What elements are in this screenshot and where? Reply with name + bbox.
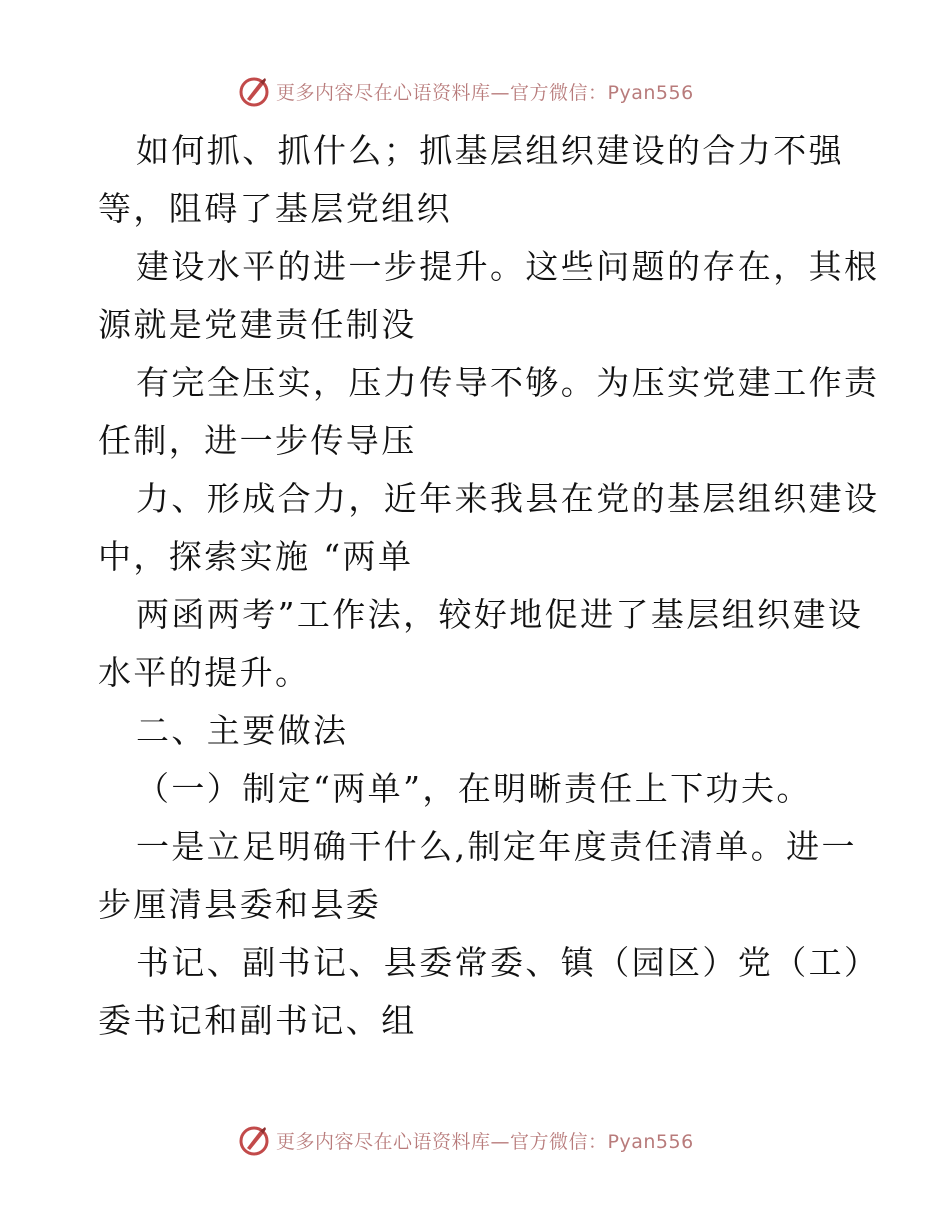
text-line: 等，阻碍了基层党组织 <box>98 189 452 228</box>
document-body <box>98 122 880 1050</box>
text-line: 两函两考”工作法，较好地促进了基层组织建设 <box>136 595 864 634</box>
quill-seal-icon <box>238 1124 270 1156</box>
section-heading: 二、主要做法 <box>136 711 349 750</box>
header-banner[interactable] <box>238 74 694 108</box>
footer-banner-text: 更多内容尽在心语资料库—官方微信：Pyan556 <box>276 1130 694 1153</box>
quill-seal-icon <box>238 75 270 107</box>
footer-banner[interactable] <box>238 1123 694 1157</box>
text-line: 步厘清县委和县委 <box>98 885 382 924</box>
text-line: 中，探索实施 “两单 <box>98 537 414 576</box>
text-line: 书记、副书记、县委常委、镇（园区）党（工） <box>136 943 880 982</box>
text-line: 一是立足明确干什么,制定年度责任清单。进一 <box>136 827 857 866</box>
text-line: 水平的提升。 <box>98 653 311 692</box>
text-line: 有完全压实，压力传导不够。为压实党建工作责 <box>136 363 880 402</box>
text-line: 委书记和副书记、组 <box>98 1001 417 1040</box>
text-line: 任制，进一步传导压 <box>98 421 417 460</box>
header-banner-text: 更多内容尽在心语资料库—官方微信：Pyan556 <box>276 81 694 104</box>
text-line: 源就是党建责任制没 <box>98 305 417 344</box>
subsection-heading: （一）制定“两单”，在明晰责任上下功夫。 <box>136 769 812 808</box>
text-line: 力、形成合力，近年来我县在党的基层组织建设 <box>136 479 880 518</box>
text-line: 建设水平的进一步提升。这些问题的存在，其根 <box>136 247 880 286</box>
text-line: 如何抓、抓什么；抓基层组织建设的合力不强 <box>136 131 844 170</box>
